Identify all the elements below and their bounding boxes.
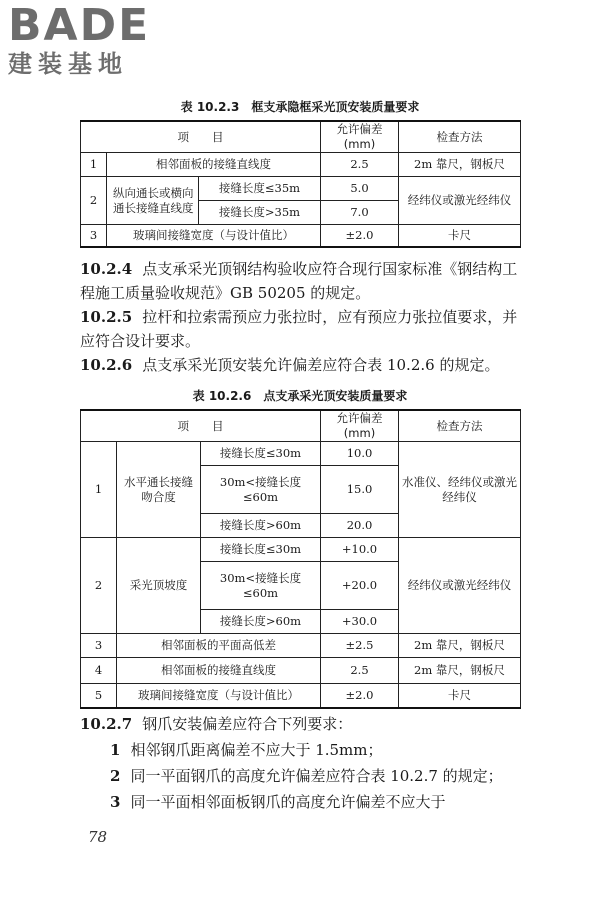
list-item-number: 2 xyxy=(110,767,121,785)
paragraph-text: 拉杆和拉索需预应力张拉时，应有预应力张拉值要求，并应符合设计要求。 xyxy=(80,308,518,350)
table-header-row xyxy=(81,121,521,153)
table-row xyxy=(81,684,521,708)
row-condition: 接缝长度>60m xyxy=(201,514,321,538)
list-item xyxy=(110,764,530,788)
row-no: 3 xyxy=(81,634,117,658)
row-method: 2m 靠尺，钢板尺 xyxy=(399,634,521,658)
row-tolerance: 5.0 xyxy=(321,177,399,201)
row-no: 4 xyxy=(81,658,117,684)
row-item: 玻璃间接缝宽度（与设计值比） xyxy=(107,225,321,247)
table-header-row xyxy=(81,410,521,442)
paragraph-number: 10.2.7 xyxy=(80,715,133,733)
table-row xyxy=(81,538,521,562)
table-row xyxy=(81,225,521,247)
header-tolerance: 允许偏差(mm) xyxy=(321,121,399,153)
row-item: 玻璃间接缝宽度（与设计值比） xyxy=(117,684,321,708)
row-no: 2 xyxy=(81,538,117,634)
row-method: 水准仪、经纬仪或激光经纬仪 xyxy=(399,442,521,538)
row-no: 5 xyxy=(81,684,117,708)
row-item: 相邻面板的平面高低差 xyxy=(117,634,321,658)
row-tolerance: ±2.5 xyxy=(321,634,399,658)
row-tolerance: 7.0 xyxy=(321,201,399,225)
paragraph-1026 xyxy=(80,353,530,377)
row-condition: 30m<接缝长度≤60m xyxy=(201,562,321,610)
row-method: 卡尺 xyxy=(399,684,521,708)
row-method: 2m 靠尺，钢板尺 xyxy=(399,658,521,684)
row-item: 相邻面板的接缝直线度 xyxy=(107,153,321,177)
row-tolerance: 2.5 xyxy=(321,153,399,177)
row-no: 3 xyxy=(81,225,107,247)
paragraph-text: 点支承采光顶钢结构验收应符合现行国家标准《钢结构工程施工质量验收规范》GB 50205 的规定。 xyxy=(80,260,518,302)
row-no: 1 xyxy=(81,442,117,538)
row-method: 经纬仪或激光经纬仪 xyxy=(399,538,521,634)
row-no: 1 xyxy=(81,153,107,177)
list-item xyxy=(110,790,530,814)
paragraph-text: 点支承采光顶安装允许偏差应符合表 10.2.6 的规定。 xyxy=(142,356,500,374)
list-item-number: 3 xyxy=(110,793,121,811)
row-condition: 接缝长度≤30m xyxy=(201,442,321,466)
row-tolerance: +30.0 xyxy=(321,610,399,634)
row-tolerance: ±2.0 xyxy=(321,225,399,247)
logo-brand: BADE xyxy=(8,0,151,51)
quality-table-1023 xyxy=(80,120,521,248)
list-item-text: 同一平面相邻面板钢爪的高度允许偏差不应大于 xyxy=(130,793,446,811)
row-condition: 接缝长度≤35m xyxy=(199,177,321,201)
table-row xyxy=(81,658,521,684)
list-item-text: 相邻钢爪距离偏差不应大于 1.5mm； xyxy=(130,741,383,759)
list-item-number: 1 xyxy=(110,741,121,759)
row-method: 2m 靠尺，钢板尺 xyxy=(399,153,521,177)
page-number: 78 xyxy=(88,828,108,846)
table-row xyxy=(81,442,521,466)
row-method: 卡尺 xyxy=(399,225,521,247)
paragraph-number: 10.2.6 xyxy=(80,356,133,374)
paragraph-1024 xyxy=(80,257,530,305)
row-tolerance: 2.5 xyxy=(321,658,399,684)
row-group: 水平通长接缝吻合度 xyxy=(117,442,201,538)
header-item: 项 目 xyxy=(81,410,321,442)
table-caption: 表 10.2.6 点支承采光顶安装质量要求 xyxy=(192,389,408,403)
paragraph-1025 xyxy=(80,305,530,353)
paragraph-text: 钢爪安装偏差应符合下列要求： xyxy=(142,715,353,733)
table-row xyxy=(81,153,521,177)
logo-subtitle: 建装基地 xyxy=(8,50,128,78)
table-caption: 表 10.2.3 框支承隐框采光顶安装质量要求 xyxy=(180,100,420,114)
row-group: 纵向通长或横向通长接缝直线度 xyxy=(107,177,199,225)
row-condition: 接缝长度≤30m xyxy=(201,538,321,562)
table-row xyxy=(81,634,521,658)
header-method: 检查方法 xyxy=(399,121,521,153)
paragraph-1027 xyxy=(80,712,530,736)
table-row xyxy=(81,177,521,201)
header-item: 项 目 xyxy=(81,121,321,153)
header-method: 检查方法 xyxy=(399,410,521,442)
row-tolerance: +10.0 xyxy=(321,538,399,562)
row-method: 经纬仪或激光经纬仪 xyxy=(399,177,521,225)
row-tolerance: ±2.0 xyxy=(321,684,399,708)
row-condition: 接缝长度>35m xyxy=(199,201,321,225)
list-item xyxy=(110,738,530,762)
row-item: 相邻面板的接缝直线度 xyxy=(117,658,321,684)
quality-table-1026 xyxy=(80,409,521,709)
paragraph-number: 10.2.4 xyxy=(80,260,133,278)
header-tolerance: 允许偏差(mm) xyxy=(321,410,399,442)
list-item-text: 同一平面钢爪的高度允许偏差应符合表 10.2.7 的规定； xyxy=(130,767,503,785)
row-tolerance: 20.0 xyxy=(321,514,399,538)
logo xyxy=(8,2,178,78)
row-tolerance: 10.0 xyxy=(321,442,399,466)
row-group: 采光顶坡度 xyxy=(117,538,201,634)
row-no: 2 xyxy=(81,177,107,225)
row-tolerance: +20.0 xyxy=(321,562,399,610)
row-condition: 30m<接缝长度≤60m xyxy=(201,466,321,514)
row-tolerance: 15.0 xyxy=(321,466,399,514)
paragraph-number: 10.2.5 xyxy=(80,308,133,326)
row-condition: 接缝长度>60m xyxy=(201,610,321,634)
